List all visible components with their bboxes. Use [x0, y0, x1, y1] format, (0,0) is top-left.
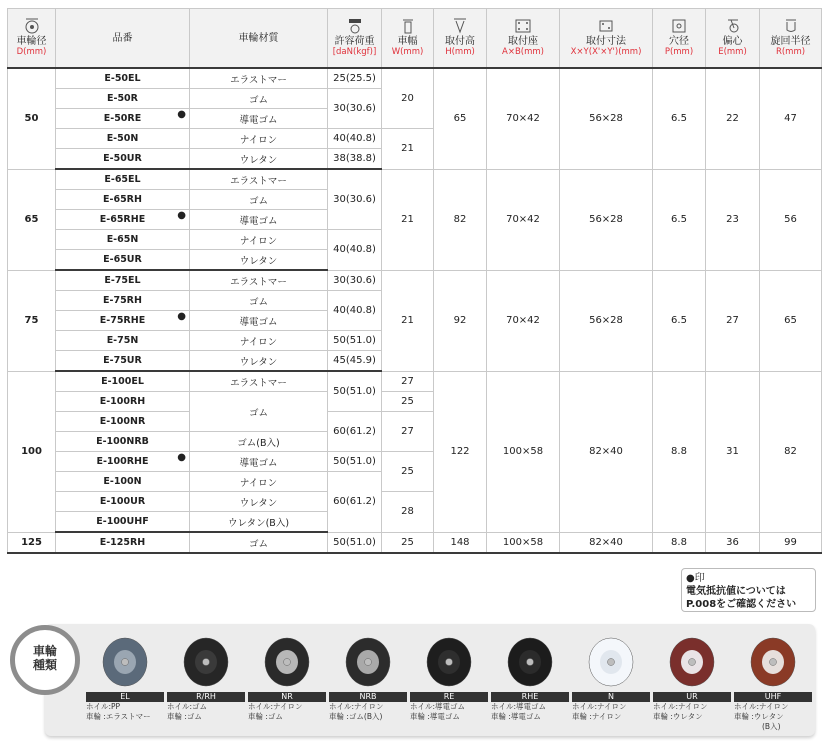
conductive-mark: ●: [177, 109, 186, 120]
hole-cell: 6.5: [653, 169, 706, 270]
load-cell: 60(61.2): [328, 472, 382, 533]
load-cell: 30(30.6): [328, 270, 382, 291]
material-cell: ゴム: [190, 190, 328, 210]
diameter-cell: 50: [8, 68, 56, 169]
material-cell: ナイロン: [190, 129, 328, 149]
width-cell: 25: [382, 392, 434, 412]
load-cell: 40(40.8): [328, 129, 382, 149]
wheel-spec-line: 車輪 :ウレタン: [653, 712, 703, 721]
header-unit: H(mm): [445, 47, 475, 57]
wheel-diameter-icon: [24, 18, 40, 34]
load-cell: 50(51.0): [328, 532, 382, 553]
wheel-icon: [342, 636, 394, 688]
header-name: 偏心: [722, 36, 743, 47]
code-cell: [56, 270, 190, 291]
code-cell: [56, 210, 190, 230]
offset-cell: 31: [706, 371, 760, 532]
height-cell: 65: [434, 68, 487, 169]
material-cell: ウレタン: [190, 250, 328, 271]
wheel-spec-line: 車輪 :ナイロン: [572, 712, 622, 721]
material-cell: ゴム(B入): [190, 432, 328, 452]
dimension-cell: 56×28: [560, 270, 653, 371]
width-cell: 27: [382, 412, 434, 452]
header-name: 旋回半径: [770, 36, 811, 47]
header-unit: A×B(mm): [502, 47, 544, 57]
code-cell: [56, 250, 190, 271]
diameter-cell: 125: [8, 532, 56, 553]
radius-cell: 56: [760, 169, 822, 270]
wheel-type-3: [329, 636, 407, 722]
load-cell: 38(38.8): [328, 149, 382, 170]
header-name: 車幅: [397, 36, 418, 47]
wheel-icon: [423, 636, 475, 688]
header-unit: D(mm): [16, 47, 47, 57]
diameter-cell: 65: [8, 169, 56, 270]
code-text: E-75N: [106, 335, 139, 346]
code-text: E-65RHE: [99, 214, 146, 225]
wheel-spec-line: ホイル:ナイロン: [734, 702, 789, 711]
caster-spec-table: [7, 8, 822, 554]
table-row: [8, 371, 822, 392]
code-cell: [56, 472, 190, 492]
code-text: E-100EL: [101, 376, 144, 387]
header-diameter: [8, 9, 56, 69]
load-cell: 50(51.0): [328, 331, 382, 351]
header-unit: P(mm): [664, 47, 694, 57]
code-cell: [56, 149, 190, 170]
header-offset: [706, 9, 760, 69]
mount-height-icon: [452, 18, 468, 34]
wheel-icon: [666, 636, 718, 688]
code-cell: [56, 89, 190, 109]
material-cell: エラストマー: [190, 270, 328, 291]
wheel-spec-line: ホイル:導電ゴム: [410, 702, 466, 711]
wheel-icon: [99, 636, 151, 688]
diameter-cell: 75: [8, 270, 56, 371]
wheel-types-badge: [10, 625, 80, 695]
conductive-mark: ●: [177, 311, 186, 322]
code-text: E-100NRB: [96, 436, 149, 447]
dimension-cell: 82×40: [560, 532, 653, 553]
load-cell: 30(30.6): [328, 169, 382, 230]
width-cell: 28: [382, 492, 434, 533]
wheel-type-6: [572, 636, 650, 722]
header-name: 品番: [112, 32, 133, 44]
radius-cell: 65: [760, 270, 822, 371]
header-name: 車輪径: [16, 36, 47, 47]
material-cell: ウレタン: [190, 492, 328, 512]
code-cell: E-125RH: [56, 532, 190, 553]
code-text: E-75RHE: [99, 315, 146, 326]
hole-cell: 8.8: [653, 371, 706, 532]
wheel-spec-line: ホイル:導電ゴム: [491, 702, 547, 711]
header-plate: [487, 9, 560, 69]
offset-cell: 36: [706, 532, 760, 553]
plate-cell: 100×58: [487, 532, 560, 553]
header-unit: [daN(kgf)]: [332, 47, 377, 57]
radius-cell: 82: [760, 371, 822, 532]
wheel-icon: [180, 636, 232, 688]
header-hole: [653, 9, 706, 69]
load-cell: 25(25.5): [328, 68, 382, 89]
width-cell: 25: [382, 532, 434, 553]
conductive-note: [681, 568, 816, 612]
code-cell: [56, 68, 190, 89]
wheel-spec-line: 車輪 :ゴム: [248, 712, 283, 721]
wheel-spec-line: 車輪 :ゴム: [167, 712, 202, 721]
header-row: [8, 9, 822, 69]
badge-line: 車輪: [32, 644, 57, 658]
offset-icon: [725, 18, 741, 34]
dimension-cell: 56×28: [560, 169, 653, 270]
code-cell: [56, 129, 190, 149]
code-cell: [56, 452, 190, 472]
header-unit: X×Y(X'×Y')(mm): [570, 47, 642, 57]
plate-cell: 70×42: [487, 169, 560, 270]
wheel-icon: [585, 636, 637, 688]
header-name: 取付高: [445, 36, 475, 47]
wheel-code-label: N: [572, 692, 650, 702]
dimension-cell: 56×28: [560, 68, 653, 169]
material-cell: エラストマー: [190, 371, 328, 392]
header-load: [328, 9, 382, 69]
code-text: E-100UR: [99, 496, 146, 507]
wheel-type-2: [248, 636, 326, 722]
offset-cell: 23: [706, 169, 760, 270]
material-cell: ナイロン: [190, 331, 328, 351]
code-text: E-50EL: [104, 73, 141, 84]
material-cell: ゴム: [190, 392, 328, 432]
code-cell: [56, 331, 190, 351]
table-row: [8, 270, 822, 291]
wheel-spec-line: 車輪 :ウレタン: [734, 712, 784, 721]
wheel-spec-line: ホイル:PP: [86, 702, 121, 711]
load-cell: 30(30.6): [328, 89, 382, 129]
material-cell: ウレタン: [190, 351, 328, 372]
code-text: E-100N: [103, 476, 142, 487]
width-cell: 25: [382, 452, 434, 492]
wheel-type-7: [653, 636, 731, 722]
wheel-spec-line: 車輪 :導電ゴム: [491, 712, 541, 721]
mount-plate-icon: [514, 18, 532, 34]
wheel-spec-line: ホイル:ゴム: [167, 702, 208, 711]
material-cell: 導電ゴム: [190, 311, 328, 331]
note-line: P.008をご確認ください: [686, 599, 797, 610]
hole-cell: 8.8: [653, 532, 706, 553]
material-cell: ゴム: [190, 291, 328, 311]
header-height: [434, 9, 487, 69]
plate-cell: 70×42: [487, 68, 560, 169]
load-cell: 60(61.2): [328, 412, 382, 452]
material-cell: ゴム: [190, 532, 328, 553]
height-cell: 82: [434, 169, 487, 270]
height-cell: 122: [434, 371, 487, 532]
header-name: 取付座: [508, 36, 538, 47]
header-name: 車輪材質: [238, 32, 279, 44]
header-dimension: [560, 9, 653, 69]
header-unit: W(mm): [391, 47, 424, 57]
wheel-code-label: NR: [248, 692, 326, 702]
code-text: E-75RH: [103, 295, 142, 306]
wheel-code-label: EL: [86, 692, 164, 702]
wheel-type-8: [734, 636, 812, 732]
hole-diameter-icon: [671, 18, 687, 34]
material-cell: ゴム: [190, 89, 328, 109]
header-unit: R(mm): [775, 47, 806, 57]
code-cell: [56, 412, 190, 432]
code-cell: [56, 512, 190, 533]
code-text: E-75EL: [104, 275, 141, 286]
swivel-radius-icon: [783, 18, 799, 34]
code-text: E-65EL: [104, 174, 141, 185]
radius-cell: 47: [760, 68, 822, 169]
material-cell: エラストマー: [190, 68, 328, 89]
plate-cell: 70×42: [487, 270, 560, 371]
dimension-cell: 82×40: [560, 371, 653, 532]
code-text: E-50R: [107, 93, 138, 104]
table-row: [8, 532, 822, 553]
material-cell: ウレタン: [190, 149, 328, 170]
load-icon: [347, 18, 363, 34]
wheel-spec-line: ホイル:ナイロン: [653, 702, 708, 711]
width-cell: 21: [382, 169, 434, 270]
wheel-spec-line: 車輪 :エラストマー: [86, 712, 151, 721]
code-cell: [56, 432, 190, 452]
conductive-mark: ●: [177, 210, 186, 221]
material-cell: 導電ゴム: [190, 109, 328, 129]
conductive-mark: ●: [177, 452, 186, 463]
code-cell: [56, 392, 190, 412]
load-cell: 45(45.9): [328, 351, 382, 372]
table-row: [8, 68, 822, 89]
code-cell: [56, 169, 190, 190]
offset-cell: 22: [706, 68, 760, 169]
diameter-cell: 100: [8, 371, 56, 532]
material-cell: 導電ゴム: [190, 452, 328, 472]
note-line: ●印: [686, 573, 705, 584]
wheel-spec-line: ホイル:ナイロン: [572, 702, 627, 711]
load-cell: 50(51.0): [328, 371, 382, 412]
width-cell: 27: [382, 371, 434, 392]
code-text: E-100RH: [99, 396, 146, 407]
wheel-icon: [504, 636, 556, 688]
code-cell: [56, 371, 190, 392]
code-text: E-100UHF: [96, 516, 149, 527]
wheel-type-1: [167, 636, 245, 722]
material-cell: ウレタン(B入): [190, 512, 328, 533]
offset-cell: 27: [706, 270, 760, 371]
wheel-icon: [261, 636, 313, 688]
header-radius: [760, 9, 822, 69]
code-cell: [56, 230, 190, 250]
width-cell: 21: [382, 270, 434, 371]
hole-cell: 6.5: [653, 270, 706, 371]
code-text: E-75UR: [103, 355, 142, 366]
code-text: E-65N: [106, 234, 139, 245]
header-unit: E(mm): [718, 47, 747, 57]
code-cell: [56, 291, 190, 311]
wheel-spec-line: 車輪 :ゴム(B入): [329, 712, 383, 721]
material-cell: 導電ゴム: [190, 210, 328, 230]
wheel-type-4: [410, 636, 488, 722]
table-row: [8, 169, 822, 190]
load-cell: 40(40.8): [328, 291, 382, 331]
wheel-spec-line: ホイル:ナイロン: [248, 702, 303, 711]
wheel-type-5: [491, 636, 569, 722]
height-cell: 148: [434, 532, 487, 553]
wheel-code-label: RHE: [491, 692, 569, 702]
load-cell: 40(40.8): [328, 230, 382, 271]
wheel-type-0: [86, 636, 164, 722]
radius-cell: 99: [760, 532, 822, 553]
mount-dimension-icon: [597, 18, 615, 34]
header-name: 取付寸法: [586, 36, 626, 47]
code-text: E-100NR: [99, 416, 146, 427]
material-cell: エラストマー: [190, 169, 328, 190]
code-text: E-50RE: [103, 113, 142, 124]
wheel-code-label: UHF: [734, 692, 812, 702]
code-text: E-65UR: [103, 254, 142, 265]
badge-line: 種類: [32, 658, 57, 672]
wheel-code-label: RE: [410, 692, 488, 702]
width-cell: 21: [382, 129, 434, 170]
header-width: [382, 9, 434, 69]
code-text: E-50N: [106, 133, 139, 144]
header-name: 穴径: [669, 36, 689, 47]
width-cell: 20: [382, 68, 434, 129]
material-cell: ナイロン: [190, 472, 328, 492]
plate-cell: 100×58: [487, 371, 560, 532]
wheel-width-icon: [400, 18, 416, 34]
code-cell: [56, 351, 190, 372]
wheel-spec-line: 車輪 :導電ゴム: [410, 712, 460, 721]
wheel-icon: [747, 636, 799, 688]
code-text: E-50UR: [103, 153, 142, 164]
header-name: 許容荷重: [334, 36, 375, 47]
height-cell: 92: [434, 270, 487, 371]
wheel-code-label: NRB: [329, 692, 407, 702]
wheel-spec-line: ホイル:ナイロン: [329, 702, 384, 711]
wheel-code-label: R/RH: [167, 692, 245, 702]
load-cell: 50(51.0): [328, 452, 382, 472]
code-cell: [56, 109, 190, 129]
wheel-code-label: UR: [653, 692, 731, 702]
code-cell: [56, 311, 190, 331]
header-code: [56, 9, 190, 69]
hole-cell: 6.5: [653, 68, 706, 169]
header-material: [190, 9, 328, 69]
code-text: E-100RHE: [96, 456, 149, 467]
material-cell: ナイロン: [190, 230, 328, 250]
code-text: E-65RH: [103, 194, 142, 205]
wheel-spec-line: (B入): [762, 722, 781, 731]
code-cell: [56, 190, 190, 210]
note-line: 電気抵抗値については: [686, 586, 786, 597]
code-cell: [56, 492, 190, 512]
